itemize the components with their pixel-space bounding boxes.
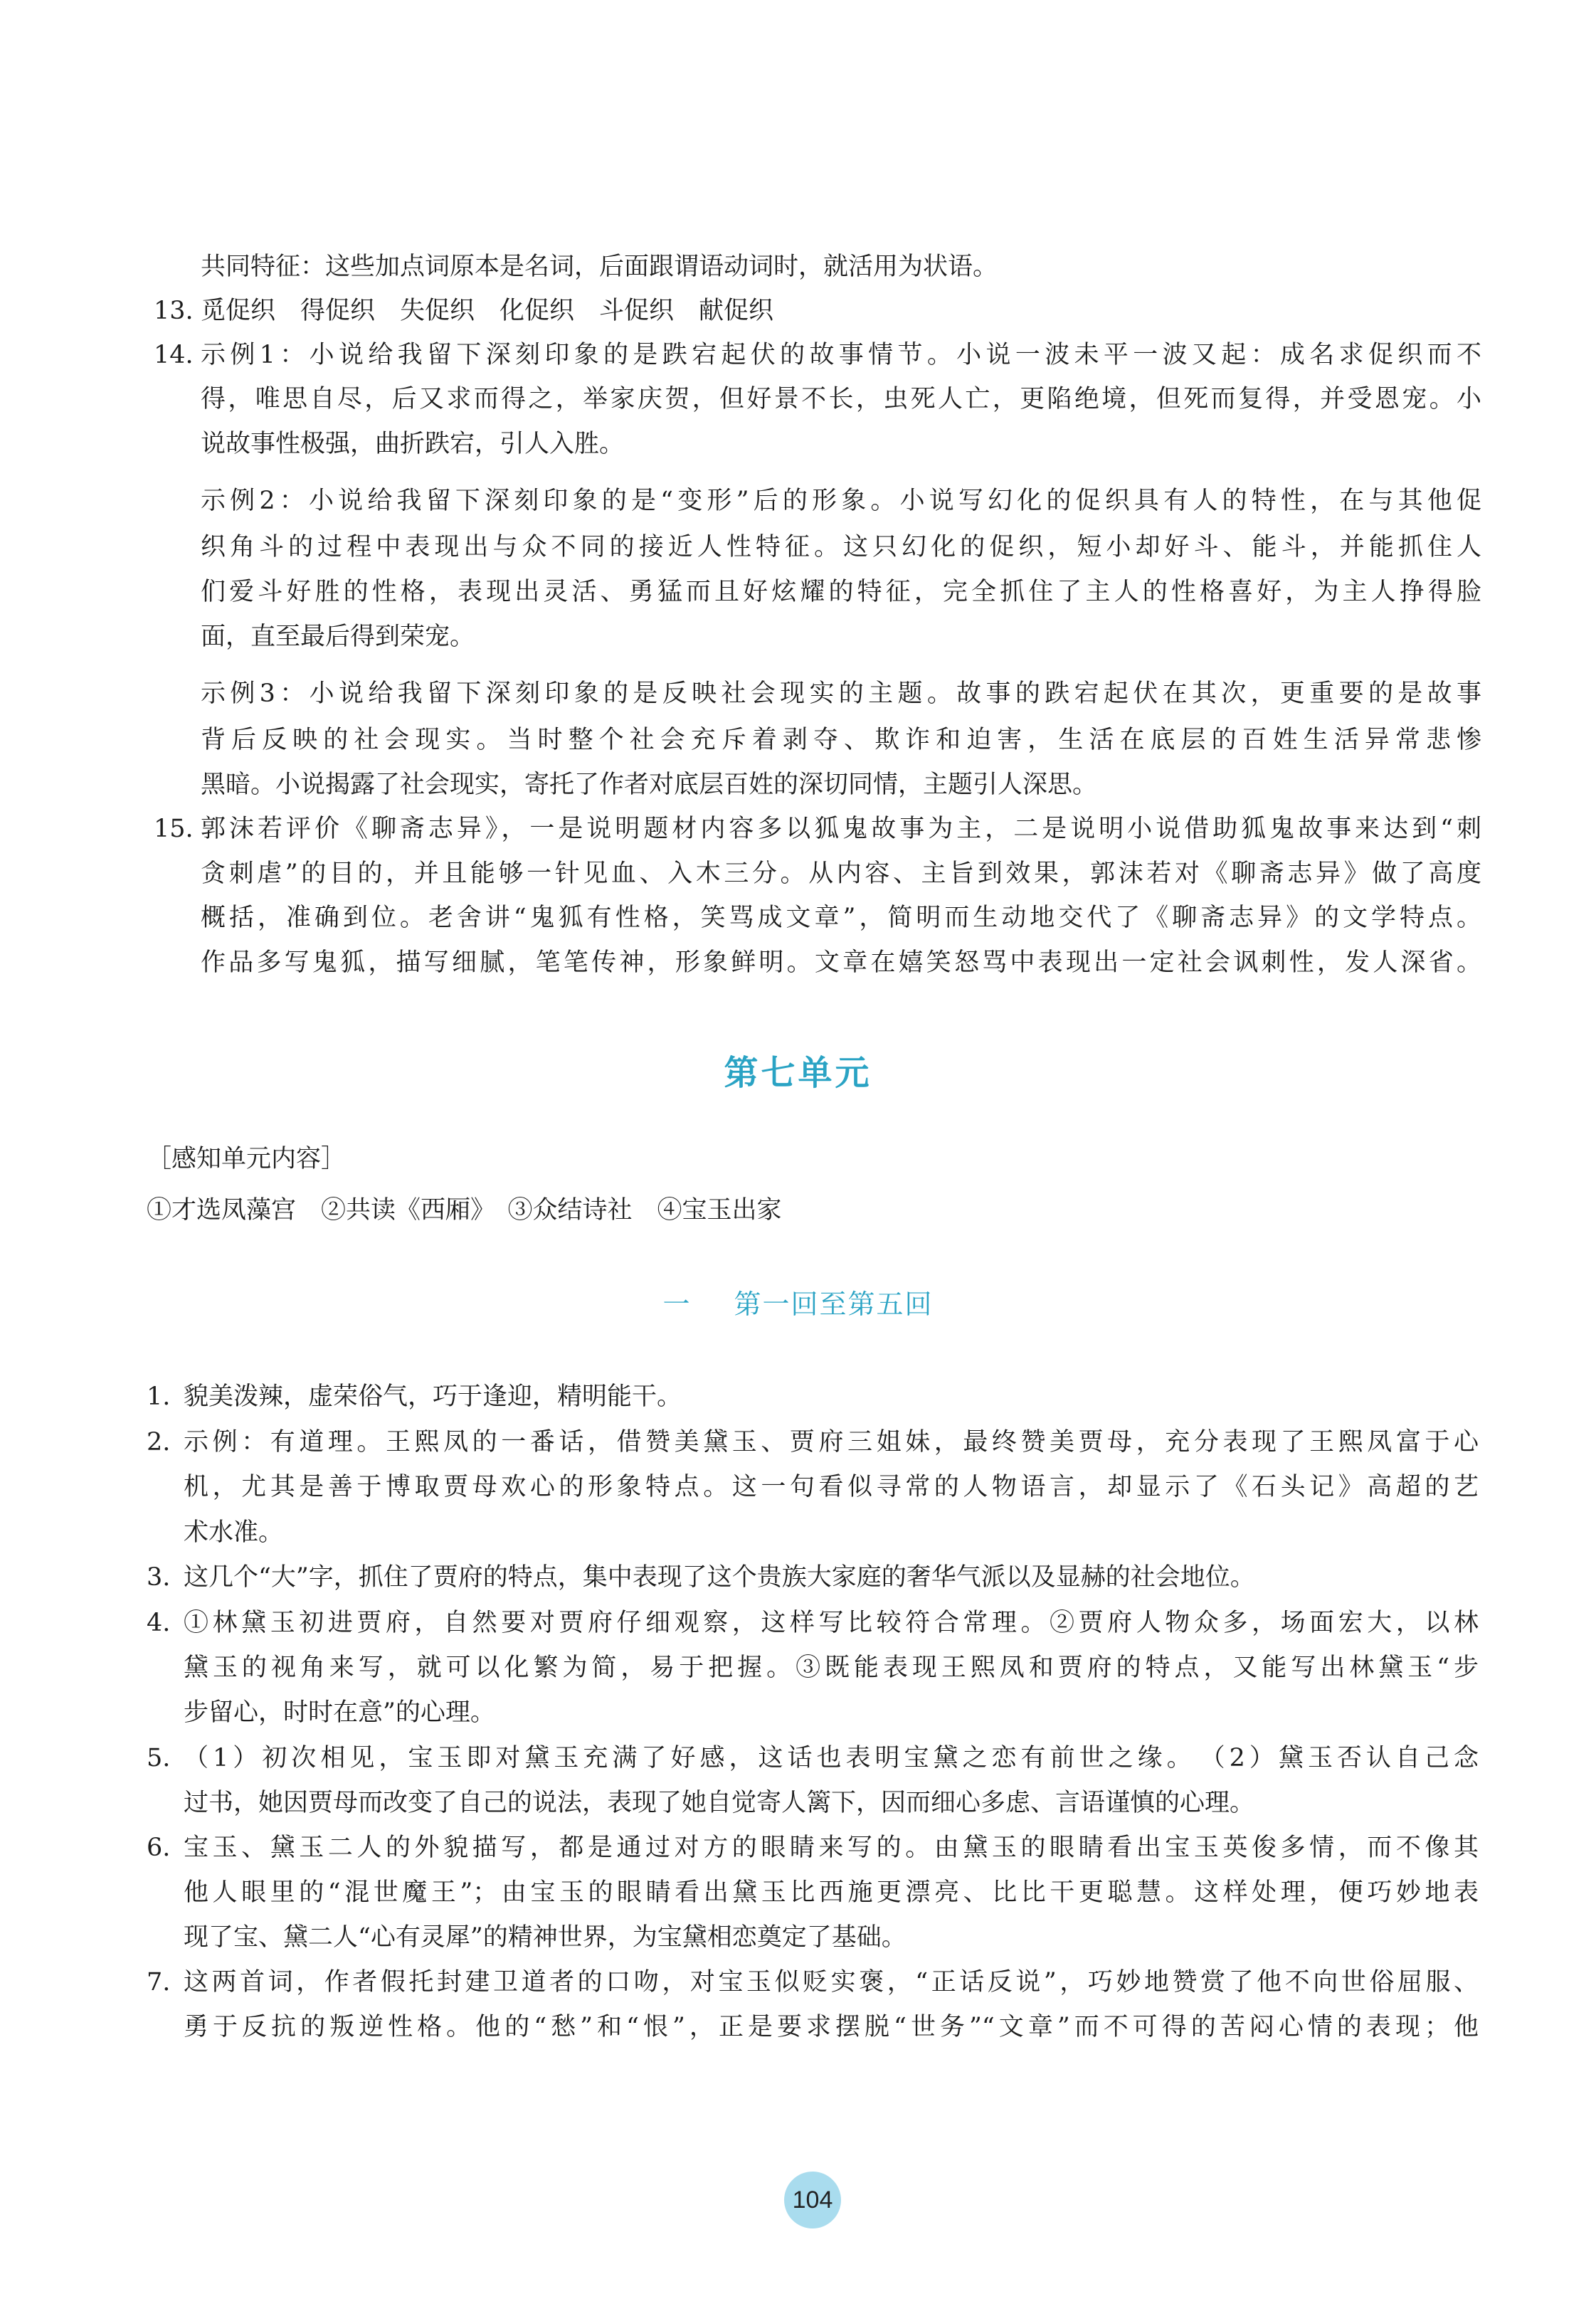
answer-text: 步留心，时时在意”的心理。 — [184, 1698, 495, 1727]
answer-text: （1）初次相见，宝玉即对黛玉充满了好感，这话也表明宝黛之恋有前世之缘。 （2）黛玉否认自己念 — [184, 1744, 1479, 1772]
answer-text: 示例2：小说给我留下深刻印象的是“变形”后的形象。小说写幻化的促织具有人的特性，在与其他促 — [201, 487, 1481, 515]
answer-text: 这几个“大”字，抓住了贾府的特点，集中表现了这个贵族大家庭的奢华气派以及显赫的社会地位。 — [184, 1563, 1255, 1592]
section-title — [0, 1286, 1596, 1322]
unit-title: 第七单元 — [724, 1053, 872, 1093]
answer-text: 过书，她因贾母而改变了自己的说法，表现了她自觉寄人篱下，因而细心多虑、言语谨慎的心理。 — [184, 1789, 1255, 1817]
answer-text: 示例3：小说给我留下深刻印象的是反映社会现实的主题。故事的跌宕起伏在其次，更重要的是故事 — [201, 679, 1481, 708]
answer-text: 概括，准确到位。老舍讲“鬼狐有性格，笑骂成文章”，简明而生动地交代了《聊斋志异》的文学特点。 — [201, 904, 1481, 932]
answer-text: 貌美泼辣，虚荣俗气，巧于逢迎，精明能干。 — [184, 1382, 682, 1411]
answer-text: 黑暗。小说揭露了社会现实，寄托了作者对底层百姓的深切同情，主题引人深思。 — [201, 771, 1098, 799]
answer-text: 织角斗的过程中表现出与众不同的接近人性特征。这只幻化的促织，短小却好斗、能斗，并能抓住人 — [201, 533, 1481, 561]
answer-text: 背后反映的社会现实。当时整个社会充斥着剥夺、欺诈和迫害，生活在底层的百姓生活异常悲惨 — [201, 726, 1481, 754]
answer-text: 黛玉的视角来写，就可以化繁为简，易于把握。③既能表现王熙凤和贾府的特点，又能写出林黛玉“步 — [184, 1654, 1479, 1682]
perceive-label: ［感知单元内容］ — [147, 1145, 347, 1173]
question-number: 4. — [147, 1609, 171, 1637]
answer-text: 们爱斗好胜的性格，表现出灵活、勇猛而且好炫耀的特征，完全抓住了主人的性格喜好，为主人挣得脸 — [201, 578, 1481, 606]
answer-text: 面，直至最后得到荣宠。 — [201, 623, 475, 651]
answer-text: 郭沫若评价《聊斋志异》，一是说明题材内容多以狐鬼故事为主，二是说明小说借助狐鬼故事来达到“刺 — [201, 815, 1481, 843]
answer-text: ①林黛玉初进贾府，自然要对贾府仔细观察，这样写比较符合常理。②贾府人物众多，场面宏大，以林 — [184, 1609, 1479, 1637]
answer-text: 勇于反抗的叛逆性格。他的“愁”和“恨”，正是要求摆脱“世务”“文章”而不可得的苦闷心情的表现；他 — [184, 2013, 1479, 2041]
section-dash: 一 — [662, 1289, 692, 1320]
perceive-items: ①才选凤藻宫 ②共读《西厢》 ③众结诗社 ④宝玉出家 — [147, 1196, 782, 1225]
answer-text: 说故事性极强，曲折跌宕，引人入胜。 — [201, 430, 625, 458]
answer-text: 机，尤其是善于博取贾母欢心的形象特点。这一句看似寻常的人物语言，却显示了《石头记》高超的艺 — [184, 1473, 1479, 1501]
answer-text: 作品多写鬼狐，描写细腻，笔笔传神，形象鲜明。文章在嬉笑怒骂中表现出一定社会讽刺性，发人深省。 — [201, 948, 1481, 977]
question-number: 6. — [147, 1834, 171, 1862]
common-feature-line: 共同特征：这些加点词原本是名词，后面跟谓语动词时，就活用为状语。 — [201, 253, 998, 281]
answer-text: 术水准。 — [184, 1518, 284, 1547]
question-number: 13. — [154, 297, 194, 325]
answer-text: 贪刺虐”的目的，并且能够一针见血、入木三分。从内容、主旨到效果，郭沫若对《聊斋志异》做了高度 — [201, 860, 1481, 888]
question-number: 15. — [154, 815, 194, 843]
answer-text: 宝玉、黛玉二人的外貌描写，都是通过对方的眼睛来写的。由黛玉的眼睛看出宝玉英俊多情，而不像其 — [184, 1834, 1479, 1862]
question-number: 3. — [147, 1563, 171, 1592]
question-number: 1. — [147, 1382, 171, 1411]
answer-text: 觅促织 得促织 失促织 化促织 斗促织 献促织 — [201, 297, 774, 325]
answer-text: 得，唯思自尽，后又求而得之，举家庆贺，但好景不长，虫死人亡，更陷绝境，但死而复得，并受恩宠。小 — [201, 385, 1481, 413]
answer-text: 现了宝、黛二人“心有灵犀”的精神世界，为宝黛相恋奠定了基础。 — [184, 1923, 907, 1952]
answer-text: 示例1：小说给我留下深刻印象的是跌宕起伏的故事情节。小说一波未平一波又起：成名求促织而不 — [201, 341, 1481, 369]
page-number: 104 — [784, 2172, 841, 2228]
answer-text: 他人眼里的“混世魔王”；由宝玉的眼睛看出黛玉比西施更漂亮、比比干更聪慧。这样处理，便巧妙地表 — [184, 1878, 1479, 1907]
question-number: 14. — [154, 341, 194, 369]
answer-text: 这两首词，作者假托封建卫道者的口吻，对宝玉似贬实褒，“正话反说”，巧妙地赞赏了他不向世俗屈服、 — [184, 1968, 1479, 1997]
question-number: 7. — [147, 1968, 171, 1997]
section-title-text: 第一回至第五回 — [734, 1289, 934, 1320]
question-number: 2. — [147, 1428, 171, 1456]
answer-text: 示例：有道理。王熙凤的一番话，借赞美黛玉、贾府三姐妹，最终赞美贾母，充分表现了王熙凤富于心 — [184, 1428, 1479, 1456]
question-number: 5. — [147, 1744, 171, 1772]
